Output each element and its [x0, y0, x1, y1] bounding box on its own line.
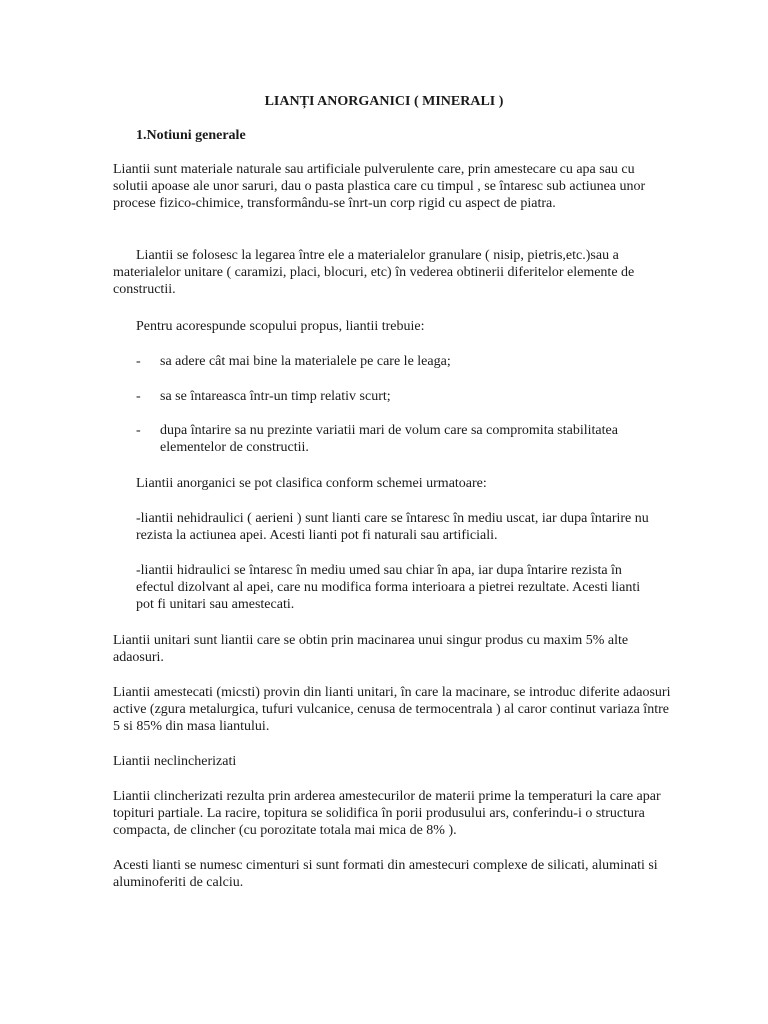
list-item-text: sa se întareasca într-un timp relativ scurt;: [160, 389, 391, 404]
paragraph-requirements-intro: Pentru acorespunde scopului propus, liantii trebuie:: [136, 319, 425, 334]
paragraph-unitary: Liantii unitari sunt liantii care se obtin prin macinarea unui singur produs cu maxim 5% alte adaosuri.: [113, 633, 629, 665]
paragraph-cements: Acesti lianti se numesc cimenturi si sunt formati din amestecuri complexe de silicati, aluminati si aluminoferiti de calciu.: [113, 858, 658, 890]
bullet-marker: -: [136, 354, 141, 369]
list-item: [136, 353, 666, 370]
paragraph-nonclinker-heading: Liantii neclincherizati: [113, 754, 237, 769]
section-heading: 1.Notiuni generale: [136, 128, 246, 143]
list-item: [136, 388, 666, 405]
list-item: [136, 422, 666, 456]
paragraph-clinker: Liantii clincherizati rezulta prin arderea amestecurilor de materii prime la temperaturi la care apar topituri partiale. La racire, topitura se solidifica în porii produsului ars, conferindu-i o structura compacta, de clincher (cu porozitate totala mai mica de 8% ).: [113, 789, 661, 838]
paragraph-usage: Liantii se folosesc la legarea între ele a materialelor granulare ( nisip, pietris,etc.)sau a materialelor unitare ( caramizi, placi, blocuri, etc) în vederea obtinerii diferitelor elemente de constructii.: [113, 248, 635, 297]
paragraph-nonhydraulic: -liantii nehidraulici ( aerieni ) sunt lianti care se întaresc în mediu uscat, iar dupa întarire nu rezista la actiunea apei. Acesti lianti pot fi naturali sau artificiali.: [136, 511, 649, 543]
paragraph-classification-intro: Liantii anorganici se pot clasifica conform schemei urmatoare:: [136, 476, 487, 491]
paragraph-mixed: Liantii amestecati (micsti) provin din lianti unitari, în care la macinare, se introduc diferite adaosuri active (zgura metalurgica, tufuri vulcanice, cenusa de termocentrala ) al caror continut variaza între 5 si 85% din masa liantului.: [113, 685, 671, 734]
list-item-text: dupa întarire sa nu prezinte variatii mari de volum care sa compromita stabilitatea elementelor de constructii.: [160, 423, 618, 455]
paragraph-hydraulic: -liantii hidraulici se întaresc în mediu umed sau chiar în apa, iar dupa întarire rezista în efectul dizolvant al apei, care nu modifica forma interioara a pietrei rezultate. Acesti lianti pot fi unitari sau amestecati.: [136, 563, 641, 612]
bullet-marker: -: [136, 389, 141, 404]
paragraph-definition: Liantii sunt materiale naturale sau artificiale pulverulente care, prin amestecare cu apa sau cu solutii apoase ale unor saruri, dau o pasta plastica care cu timpul , se întaresc sub actiunea unor procese fizico-chimice, transformându-se înrt-un corp rigid cu aspect de piatra.: [113, 162, 646, 211]
document-title: LIANȚI ANORGANICI ( MINERALI ): [264, 94, 504, 109]
list-item-text: sa adere cât mai bine la materialele pe care le leaga;: [160, 354, 451, 369]
bullet-marker: -: [136, 423, 141, 438]
